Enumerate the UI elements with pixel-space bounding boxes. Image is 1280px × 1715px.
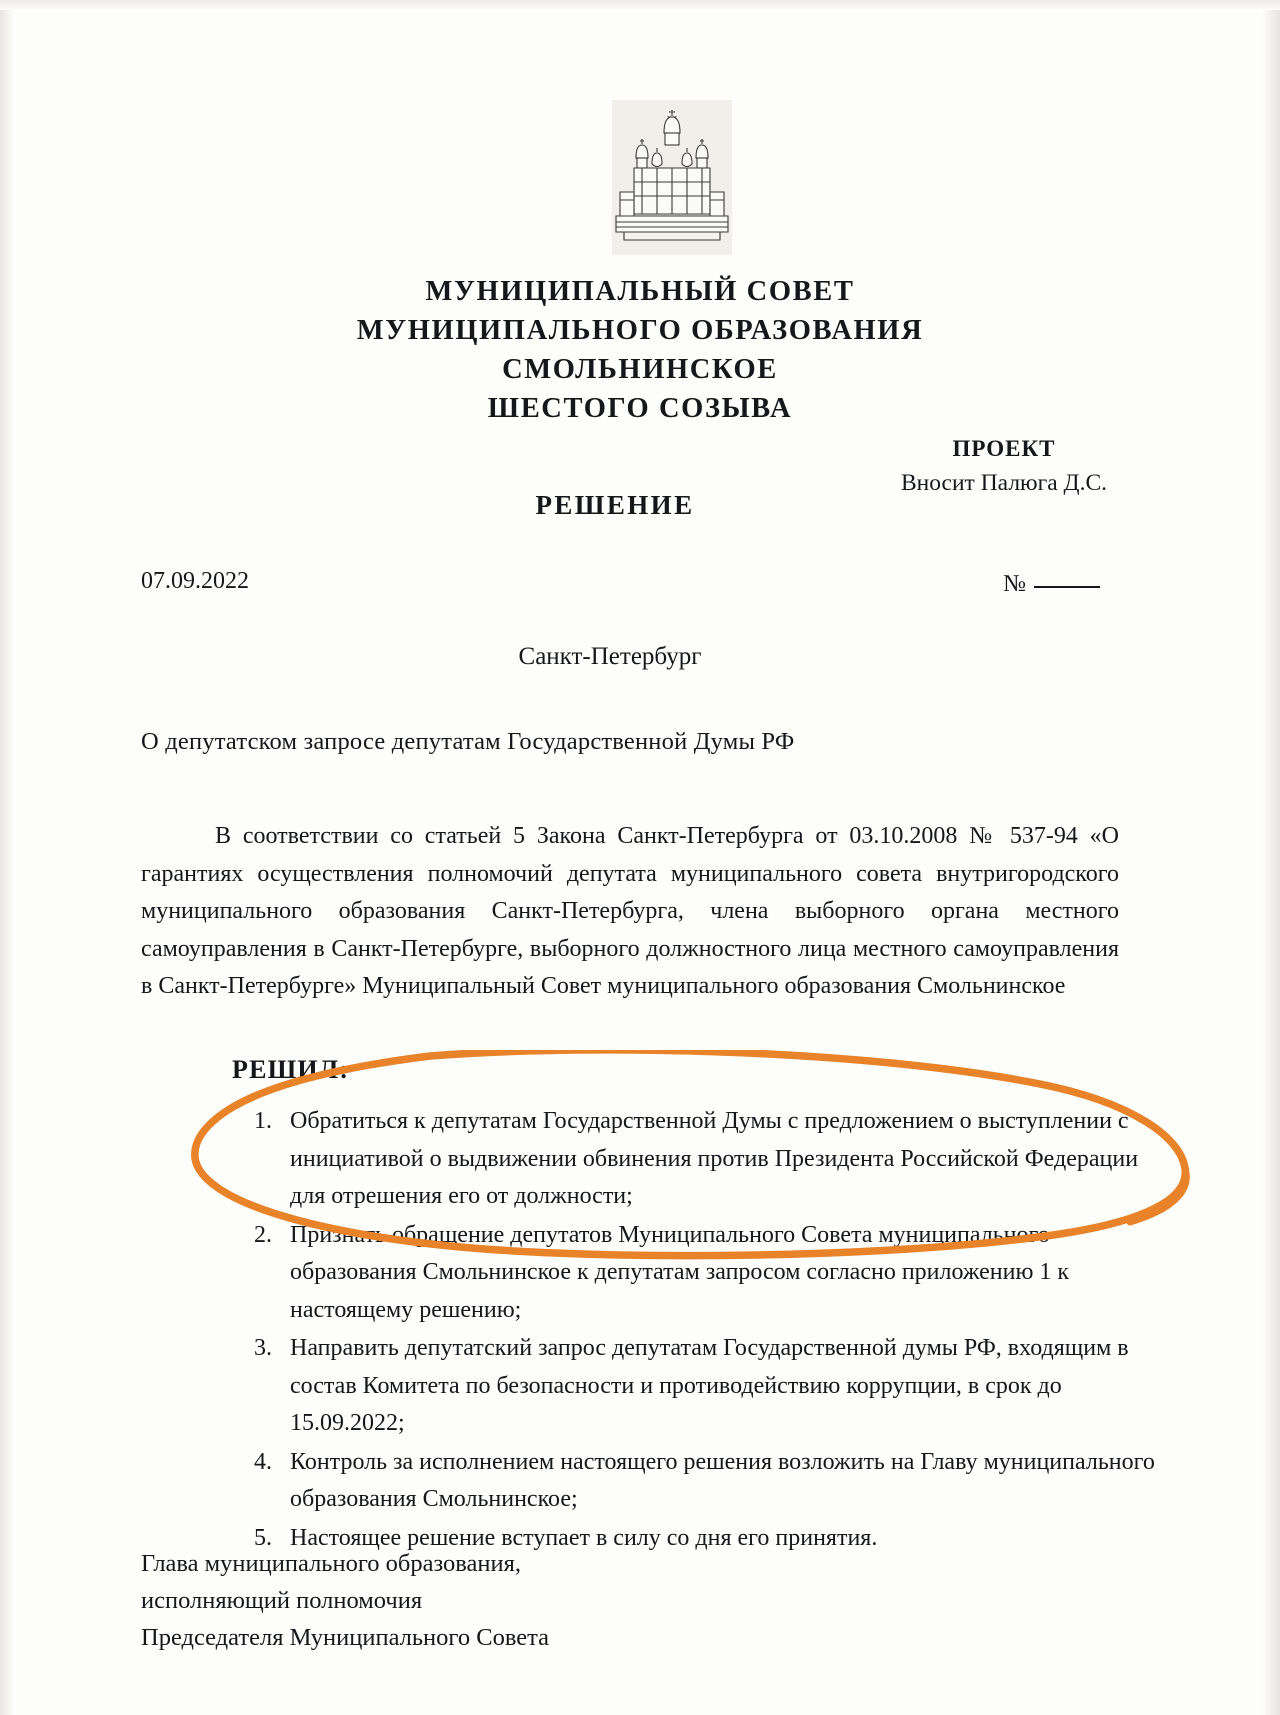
- list-item: 4. Контроль за исполнением настоящего решения возложить на Главу муниципального образования Смольнинское;: [278, 1444, 1178, 1519]
- list-item: 2. Признать обращение депутатов Муниципального Совета муниципального образования Смольнинское к депутатам запросом согласно приложению 1 к настоящему решению;: [278, 1217, 1178, 1330]
- page-edge-top: [0, 0, 1280, 10]
- page-edge-right: [1262, 0, 1280, 1715]
- document-city: Санкт-Петербург: [518, 643, 702, 670]
- signature-line-2: исполняющий полномочия: [141, 1587, 423, 1614]
- document-date: 07.09.2022: [141, 568, 249, 594]
- project-author: Вносит Палюга Д.С.: [900, 470, 1107, 496]
- resolution-items: [232, 1103, 1178, 1558]
- org-header-line-2: МУНИЦИПАЛЬНОГО ОБРАЗОВАНИЯ: [356, 315, 924, 346]
- org-header-line-1: МУНИЦИПАЛЬНЫЙ СОВЕТ: [425, 276, 855, 307]
- document-number-label: №: [1003, 571, 1026, 597]
- document-number: [1003, 568, 1100, 598]
- list-item: 3. Направить депутатский запрос депутатам Государственной думы РФ, входящим в состав Комитета по безопасности и противодействию коррупции, в срок до 15.09.2022;: [278, 1330, 1178, 1443]
- project-label: ПРОЕКТ: [952, 436, 1056, 461]
- org-header-line-4: ШЕСТОГО СОЗЫВА: [487, 393, 793, 424]
- decision-title: РЕШЕНИЕ: [535, 490, 695, 520]
- signature-line-1: Глава муниципального образования,: [141, 1550, 522, 1577]
- document-number-blank: [1034, 568, 1100, 588]
- list-item: 5. Настоящее решение вступает в силу со дня его принятия.: [278, 1520, 1178, 1558]
- resolved-label: РЕШИЛ:: [232, 1055, 350, 1084]
- org-header-line-3: СМОЛЬНИНСКОЕ: [502, 354, 778, 385]
- signature-block: [141, 1545, 549, 1656]
- smolny-cathedral-emblem-icon: [612, 100, 732, 255]
- document-subject: О депутатском запросе депутатам Государственной Думы РФ: [141, 728, 795, 755]
- organisation-header: [0, 272, 1280, 428]
- document-preamble: [141, 818, 1119, 1006]
- preamble-text: В соответствии со статьей 5 Закона Санкт-Петербурга от 03.10.2008 № 537-94 «О гарантиях осуществления полномочий депутата муниципального совета внутригородского муниципального образования Санкт-Петербурга, члена выборного органа местного самоуправления в Санкт-Петербурге, выборного должностного лица местного самоуправления в Санкт-Петербурге» Муниципальный Совет муниципального образования Смольнинское: [141, 823, 1119, 999]
- list-item: 1. Обратиться к депутатам Государственной Думы с предложением о выступлении с инициативой о выдвижении обвинения против Президента Российской Федерации для отрешения его от должности;: [278, 1103, 1178, 1216]
- signature-line-3: Председателя Муниципального Совета: [141, 1624, 550, 1651]
- page-edge-left: [0, 0, 14, 1715]
